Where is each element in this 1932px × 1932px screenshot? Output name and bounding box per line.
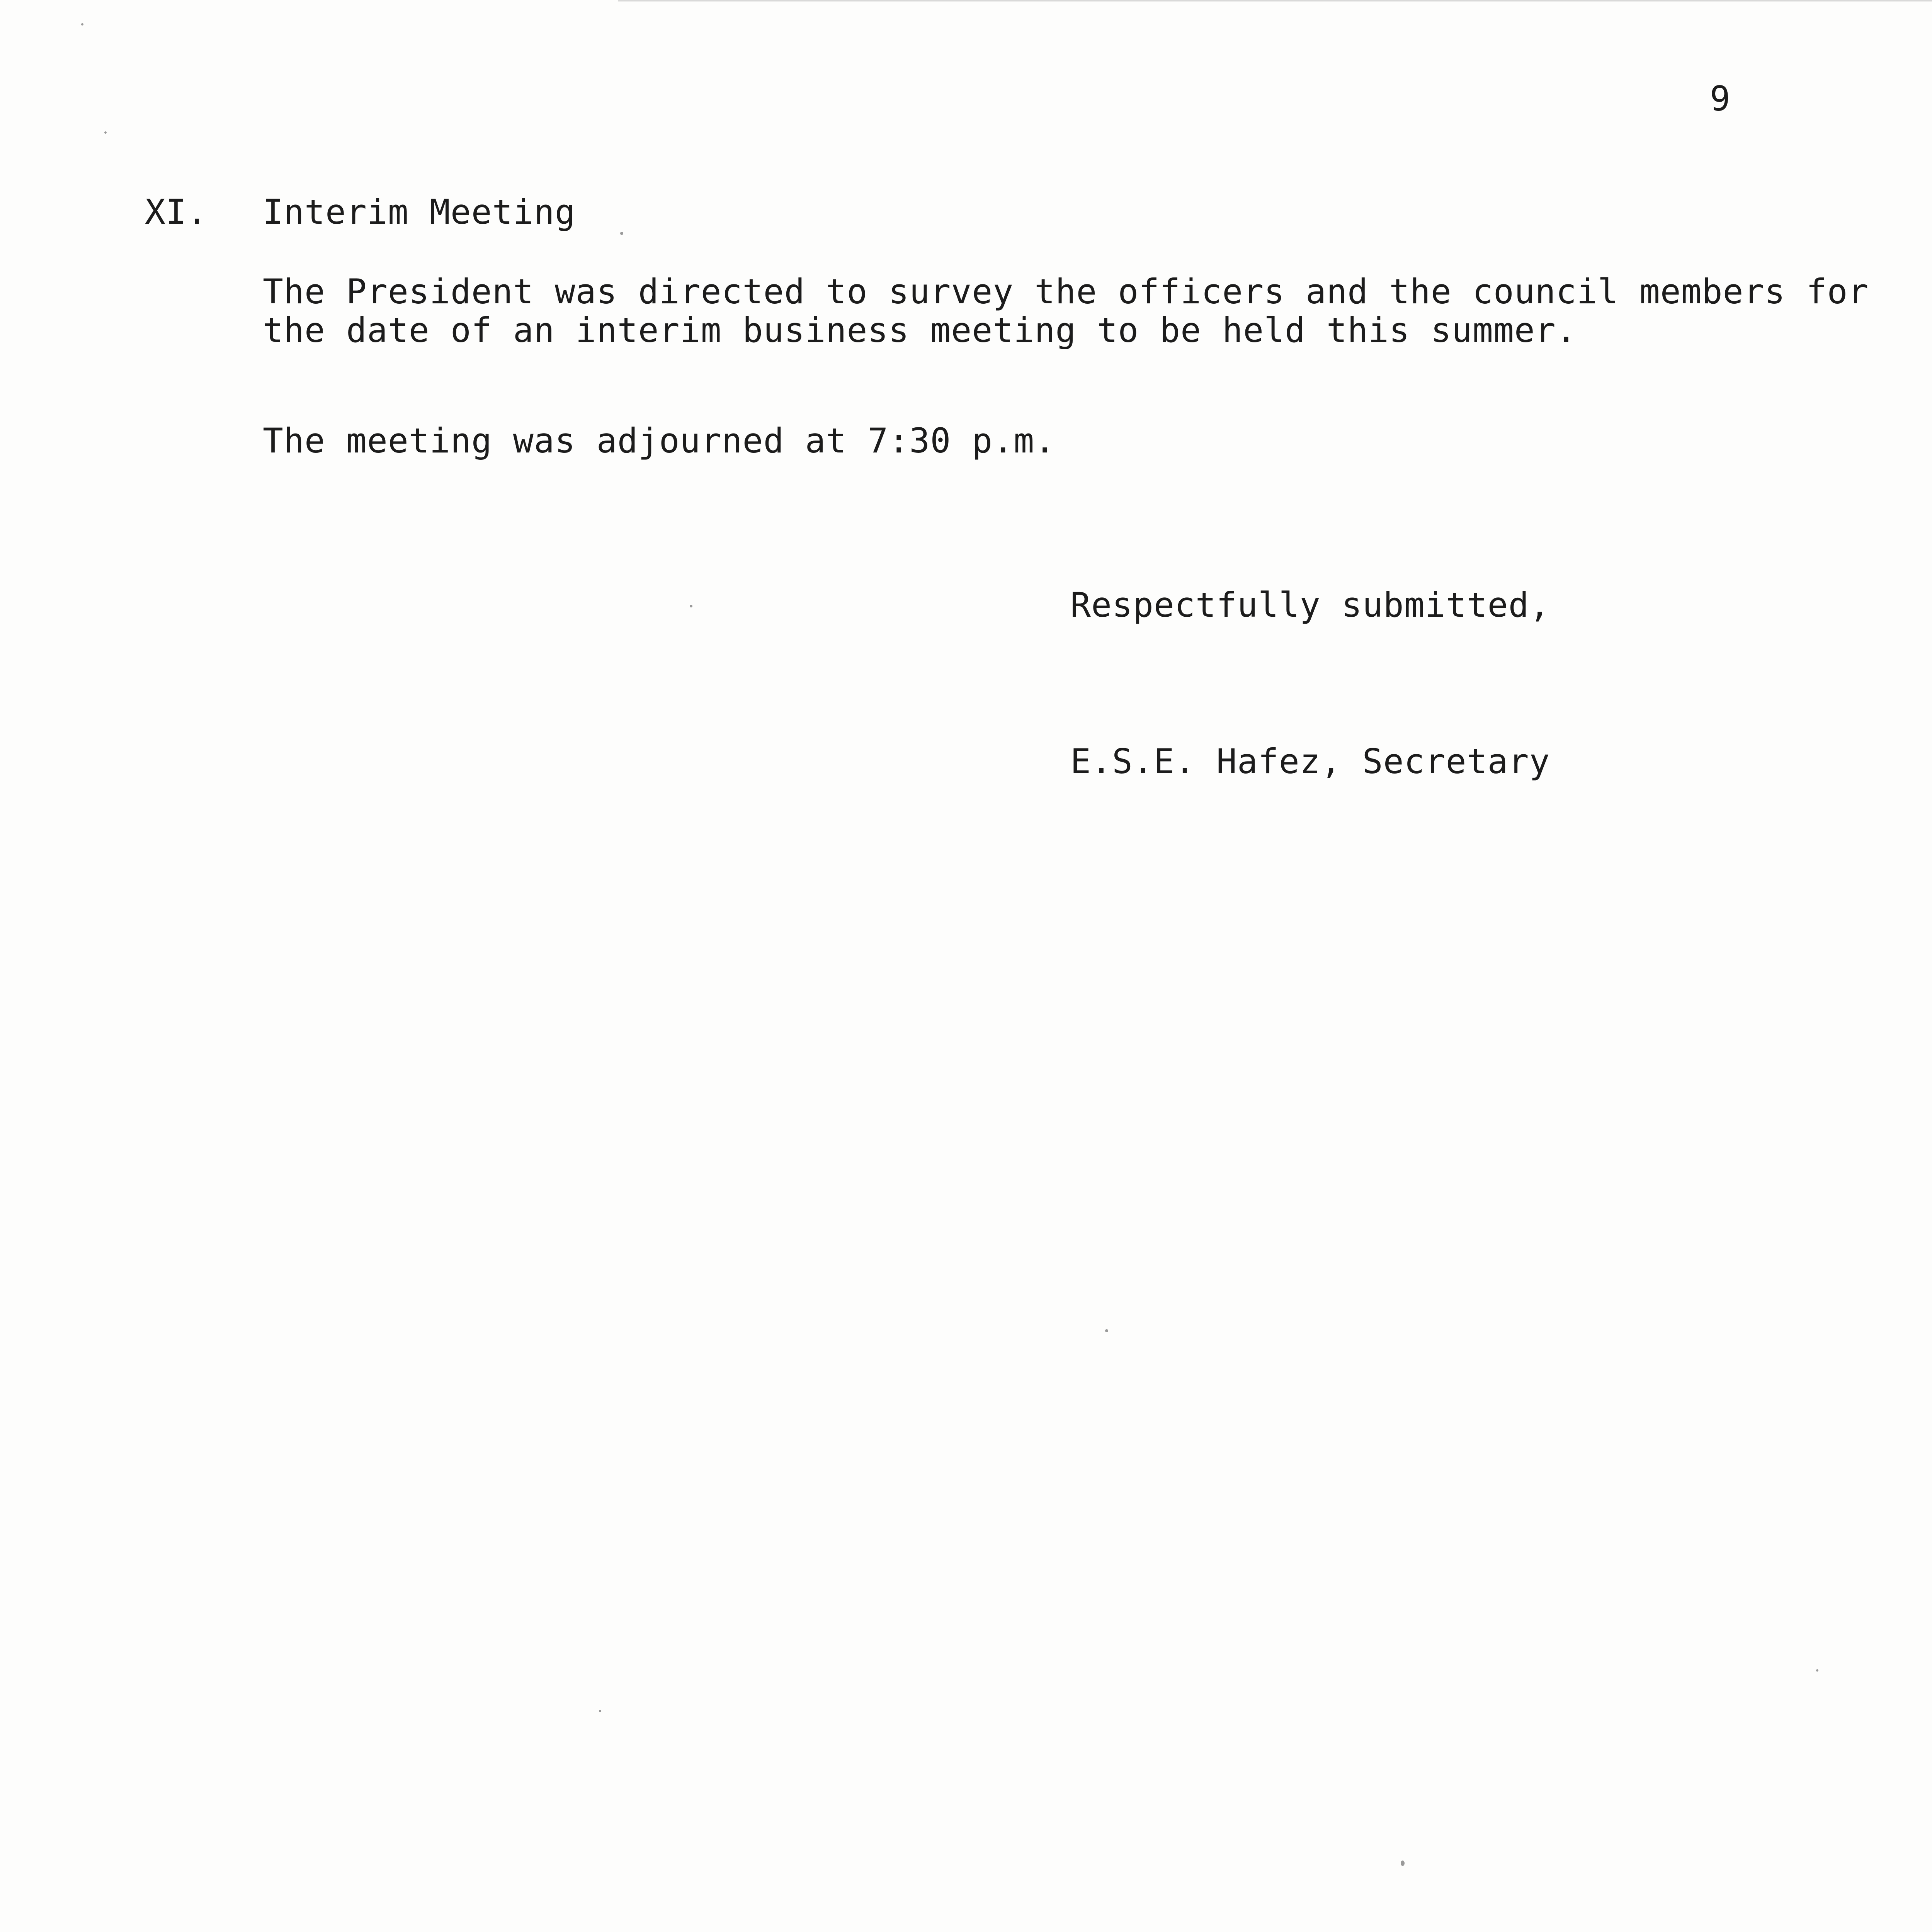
paragraph-line: the date of an interim business meeting to be held this summer. [263, 310, 1577, 350]
scan-speck [620, 232, 623, 235]
closing-line: Respectfully submitted, [1070, 585, 1550, 625]
section-paragraph [263, 272, 1869, 350]
scan-speck [104, 131, 107, 134]
scan-speck [1816, 1669, 1818, 1672]
signature-line: E.S.E. Hafez, Secretary [1070, 742, 1550, 781]
section-title: Interim Meeting [263, 192, 576, 232]
scan-edge-top [618, 0, 1932, 2]
adjournment-note: The meeting was adjourned at 7:30 p.m. [263, 421, 1056, 461]
scan-speck [1401, 1861, 1405, 1866]
section-numeral: XI. [145, 192, 207, 232]
paragraph-line: The President was directed to survey the officers and the council members for [263, 272, 1869, 311]
scan-speck [599, 1710, 601, 1712]
scan-speck [1105, 1329, 1108, 1332]
page-number: 9 [1710, 79, 1731, 119]
scan-speck [81, 23, 83, 26]
scan-speck [690, 605, 692, 607]
